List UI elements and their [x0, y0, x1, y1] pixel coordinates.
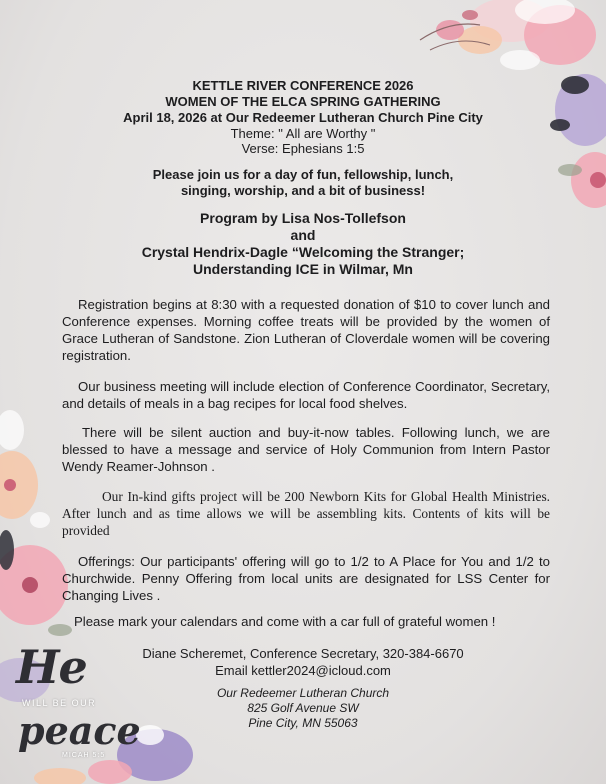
decor-word-he: He [16, 640, 87, 694]
event-theme: Theme: " All are Worthy " [230, 126, 376, 141]
contact-secretary: Diane Scheremet, Conference Secretary, 320-384-6670 [142, 646, 464, 661]
address-church: Our Redeemer Lutheran Church [216, 686, 390, 700]
paragraph-registration: Registration begins at 8:30 with a requested donation of $10 to cover lunch and Conference expenses. Morning coffee treats will be provided by the women of Grace Lutheran of Sandstone. Zion Lutheran of Cloverdale women will be covering registration. [62, 297, 550, 363]
event-verse: Verse: Ephesians 1:5 [241, 141, 365, 156]
decor-word-peace: peace [18, 708, 141, 753]
contact-email: Email kettler2024@icloud.com [215, 663, 391, 678]
program-topic: Understanding ICE in Wilmar, Mn [192, 261, 413, 277]
address-city: Pine City, MN 55063 [248, 716, 358, 730]
paragraph-inkind-gifts: Our In-kind gifts project will be 200 Newborn Kits for Global Health Ministries. After lunch and as time allows we will be assembling kits. Contents of kits will be provided [62, 489, 550, 538]
paragraph-calendar: Please mark your calendars and come with a car full of grateful women ! [74, 614, 496, 629]
event-date-location: April 18, 2026 at Our Redeemer Lutheran Church Pine City [123, 110, 483, 125]
gathering-title: WOMEN OF THE ELCA SPRING GATHERING [165, 94, 441, 109]
invite-line-1: Please join us for a day of fun, fellowship, lunch, [152, 167, 454, 182]
decor-word-will-be-our: WILL BE OUR [22, 698, 97, 708]
invite-line-2: singing, worship, and a bit of business! [180, 183, 426, 198]
program-and: and [290, 227, 316, 243]
paragraph-offerings: Offerings: Our participants' offering will go to 1/2 to A Place for You and 1/2 to Churchwide. Penny Offering from local units are designated for LSS Center for Changing Lives . [62, 554, 550, 603]
paragraph-auction: There will be silent auction and buy-it-now tables. Following lunch, we are blessed to have a message and service of Holy Communion from Intern Pastor Wendy Reamer-Johnson . [62, 425, 550, 474]
decor-verse-ref: MICAH 5:5 [62, 752, 106, 759]
program-speaker-1: Program by Lisa Nos-Tollefson [200, 210, 406, 226]
program-speaker-2: Crystal Hendrix-Dagle “Welcoming the Stranger; [141, 244, 465, 260]
paragraph-business-meeting: Our business meeting will include election of Conference Coordinator, Secretary, and details of meals in a bag recipes for local food shelves. [62, 379, 550, 411]
address-street: 825 Golf Avenue SW [247, 701, 359, 715]
conference-title: KETTLE RIVER CONFERENCE 2026 [192, 78, 414, 93]
